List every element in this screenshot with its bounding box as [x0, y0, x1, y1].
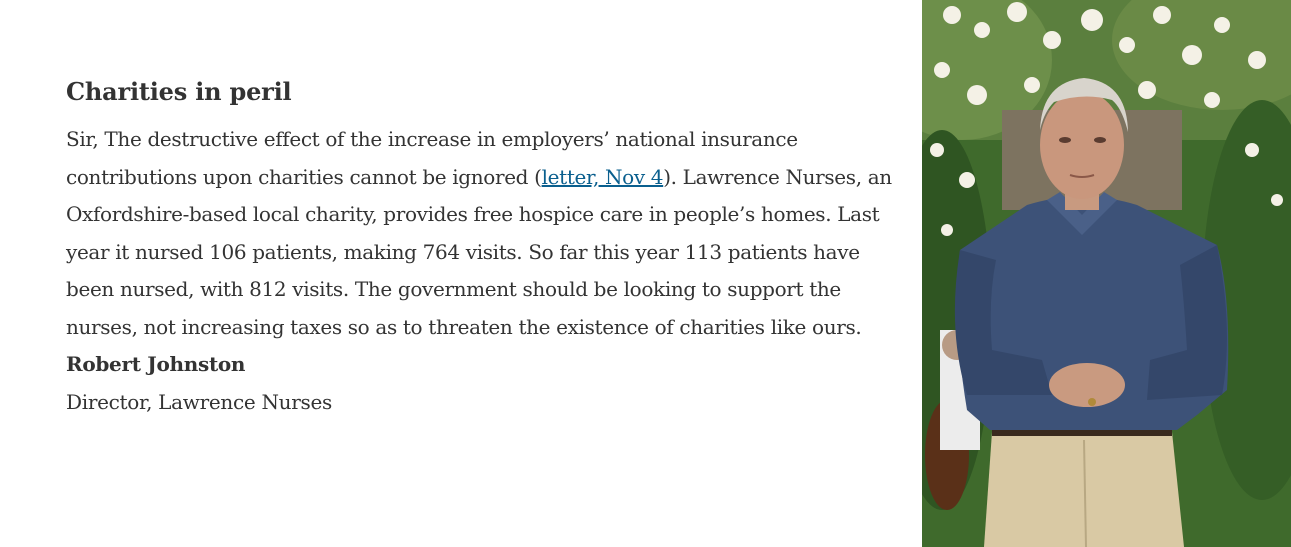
letter-headline: Charities in peril — [66, 77, 292, 106]
author-photo-illustration — [922, 0, 1291, 547]
author-role: Director, Lawrence Nurses — [66, 389, 332, 414]
letter-body — [66, 121, 906, 346]
letter-reference-link[interactable]: letter, Nov 4 — [541, 164, 664, 189]
letter-body-text: Sir, The destructive effect of the increase in employers’ national insurance contributions upon charities cannot be ignored ( — [66, 127, 798, 189]
letter-body-text-continued: ). Lawrence Nurses, an Oxfordshire-based local charity, provides free hospice care in people’s homes. Last year it nursed 106 patients, making 764 visits. So far this year 113 patients have been nursed, with 812 visits. The government should be looking to support the nurses, not increasing taxes so as to threaten the existence of charities like ours. — [66, 164, 892, 339]
author-name: Robert Johnston — [66, 352, 246, 376]
author-photo — [922, 0, 1291, 547]
letter-article — [66, 73, 906, 421]
